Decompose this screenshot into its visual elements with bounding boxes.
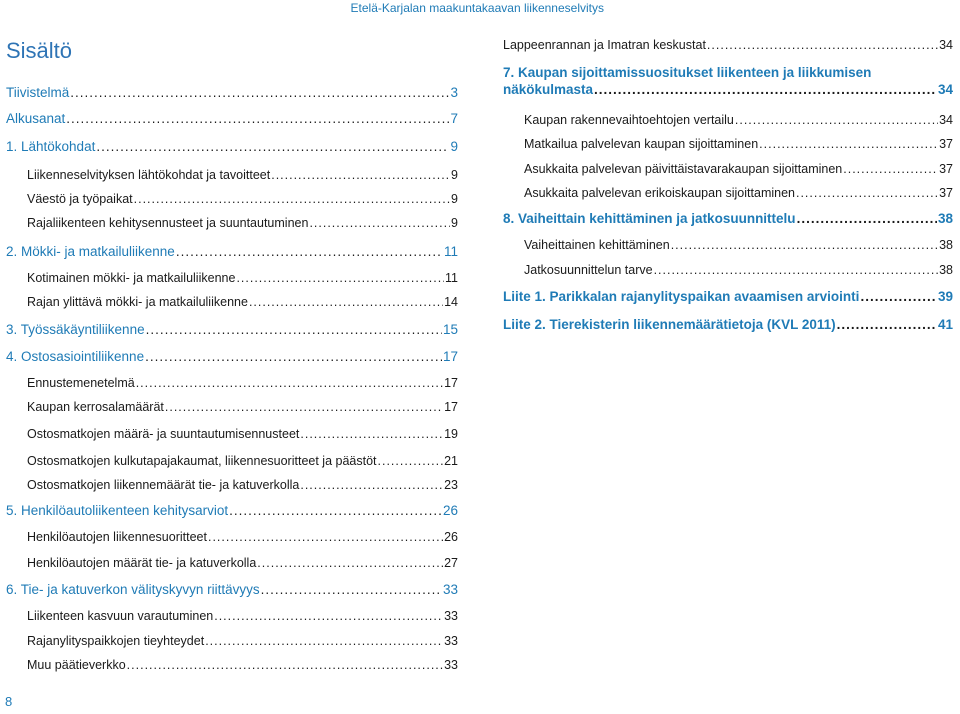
toc-entry-title: 7. Kaupan sijoittamissuositukset liikenteen ja liikkumisen xyxy=(503,65,872,80)
toc-entry-title: Vaiheittainen kehittäminen xyxy=(524,238,670,252)
toc-entry-page: 38 xyxy=(939,263,953,277)
toc-entry-page: 9 xyxy=(451,168,458,182)
toc-subentry[interactable] xyxy=(6,656,458,674)
toc-entry-title: Rajanylityspaikkojen tieyhteydet xyxy=(27,634,205,648)
toc-entry-title: 6. Tie- ja katuverkon välityskyvyn riittävyys xyxy=(6,582,260,597)
toc-entry-page: 34 xyxy=(939,113,953,127)
toc-entry-page: 21 xyxy=(444,454,458,468)
toc-entry-title: Tiivistelmä xyxy=(6,85,70,100)
toc-entry-title: Jatkosuunnittelun tarve xyxy=(524,263,653,277)
toc-entry-title: Ostosmatkojen kulkutapajakaumat, liikennesuoritteet ja päästöt xyxy=(27,454,377,468)
toc-entry-title: Henkilöautojen määrät tie- ja katuverkolla xyxy=(27,556,257,570)
toc-subentry[interactable] xyxy=(503,135,953,153)
toc-entry-title: Ennustemenetelmä xyxy=(27,376,135,390)
toc-entry-lahtokohdat[interactable] xyxy=(6,138,458,156)
toc-subentry[interactable] xyxy=(6,607,458,625)
toc-entry-page: 9 xyxy=(451,192,458,206)
page-number: 8 xyxy=(5,694,13,709)
toc-subentry[interactable] xyxy=(503,36,953,54)
toc-entry-page: 27 xyxy=(444,556,458,570)
toc-entry-title: Kotimainen mökki- ja matkailuliikenne xyxy=(27,271,236,285)
toc-entry-alkusanat[interactable] xyxy=(6,110,458,128)
toc-subentry[interactable] xyxy=(6,269,458,287)
toc-entry-page: 17 xyxy=(444,400,458,414)
toc-entry-page: 41 xyxy=(937,317,953,332)
toc-entry-title: 2. Mökki- ja matkailuliikenne xyxy=(6,244,175,259)
toc-subentry[interactable] xyxy=(6,425,458,443)
toc-subentry[interactable] xyxy=(503,160,953,178)
toc-entry-title: Lappeenrannan ja Imatran keskustat xyxy=(503,38,706,52)
toc-subentry[interactable] xyxy=(503,236,953,254)
toc-entry-page: 33 xyxy=(442,582,458,597)
toc-entry-tiivistelma[interactable] xyxy=(6,84,458,102)
toc-entry-page: 14 xyxy=(444,295,458,309)
toc-entry-ostosasiointiliikenne[interactable] xyxy=(6,348,458,366)
toc-entry-title: Rajan ylittävä mökki- ja matkailuliikenne xyxy=(27,295,248,309)
page-title: Sisältö xyxy=(6,38,73,63)
toc-entry-title: Liite 2. Tierekisterin liikennemäärätietoja (KVL 2011) xyxy=(503,317,836,332)
toc-entry-page: 37 xyxy=(939,137,953,151)
toc-entry-kaupan-sijoittamissuositukset-line1[interactable] xyxy=(503,64,953,82)
toc-entry-page: 9 xyxy=(450,139,458,154)
toc-entry-liite-2[interactable] xyxy=(503,316,953,334)
toc-entry-title: Henkilöautojen liikennesuoritteet xyxy=(27,530,207,544)
toc-entry-liite-1[interactable] xyxy=(503,288,953,306)
toc-subentry[interactable] xyxy=(6,374,458,392)
toc-entry-title: Asukkaita palvelevan päivittäistavarakaupan sijoittaminen xyxy=(524,162,843,176)
toc-entry-page: 38 xyxy=(939,238,953,252)
toc-entry-title: Kaupan kerrosalamäärät xyxy=(27,400,164,414)
toc-entry-page: 37 xyxy=(939,162,953,176)
toc-subentry[interactable] xyxy=(6,476,458,494)
toc-entry-vaiheittain-kehittaminen[interactable] xyxy=(503,210,953,228)
toc-entry-title: Ostosmatkojen liikennemäärät tie- ja katuverkolla xyxy=(27,478,300,492)
toc-entry-page: 17 xyxy=(442,349,458,364)
toc-entry-page: 15 xyxy=(442,322,458,337)
toc-entry-page: 9 xyxy=(451,216,458,230)
toc-entry-title: Kaupan rakennevaihtoehtojen vertailu xyxy=(524,113,734,127)
toc-entry-title: 3. Työssäkäyntiliikenne xyxy=(6,322,145,337)
toc-entry-page: 26 xyxy=(444,530,458,544)
toc-subentry[interactable] xyxy=(6,398,458,416)
toc-entry-mokkiliikenne[interactable] xyxy=(6,243,458,261)
toc-entry-page: 34 xyxy=(939,38,953,52)
toc-entry-title: Liikenneselvityksen lähtökohdat ja tavoitteet xyxy=(27,168,271,182)
toc-entry-tyossakayntiliikenne[interactable] xyxy=(6,321,458,339)
toc-entry-page: 17 xyxy=(444,376,458,390)
toc-entry-page: 11 xyxy=(445,271,458,285)
toc-subentry[interactable] xyxy=(503,184,953,202)
toc-entry-page: 23 xyxy=(444,478,458,492)
toc-entry-page: 37 xyxy=(939,186,953,200)
toc-entry-page: 33 xyxy=(444,658,458,672)
toc-subentry[interactable] xyxy=(503,261,953,279)
toc-entry-title: Rajaliikenteen kehitysennusteet ja suuntautuminen xyxy=(27,216,309,230)
toc-entry-page: 7 xyxy=(450,111,458,126)
toc-entry-page: 38 xyxy=(937,211,953,226)
toc-entry-page: 34 xyxy=(937,82,953,97)
toc-entry-page: 33 xyxy=(444,609,458,623)
toc-entry-page: 33 xyxy=(444,634,458,648)
toc-subentry[interactable] xyxy=(6,632,458,650)
toc-entry-title: Liikenteen kasvuun varautuminen xyxy=(27,609,214,623)
toc-entry-title: 8. Vaiheittain kehittäminen ja jatkosuunnittelu xyxy=(503,211,796,226)
toc-entry-page: 26 xyxy=(442,503,458,518)
toc-subentry[interactable] xyxy=(6,528,458,546)
toc-subentry[interactable] xyxy=(6,214,458,232)
toc-entry-page: 3 xyxy=(450,85,458,100)
toc-subentry[interactable] xyxy=(6,190,458,208)
toc-entry-title: 5. Henkilöautoliikenteen kehitysarviot xyxy=(6,503,229,518)
toc-entry-title: Asukkaita palvelevan erikoiskaupan sijoittaminen xyxy=(524,186,795,200)
toc-entry-page: 19 xyxy=(444,427,458,441)
toc-entry-kaupan-sijoittamissuositukset[interactable] xyxy=(503,81,953,99)
toc-entry-title: Liite 1. Parikkalan rajanylityspaikan avaamisen arviointi xyxy=(503,289,860,304)
toc-entry-title: Matkailua palvelevan kaupan sijoittaminen xyxy=(524,137,759,151)
toc-entry-title: Muu päätieverkko xyxy=(27,658,126,672)
toc-subentry[interactable] xyxy=(6,166,458,184)
toc-entry-page: 39 xyxy=(937,289,953,304)
toc-entry-page: 11 xyxy=(443,244,458,259)
toc-subentry[interactable] xyxy=(6,293,458,311)
toc-subentry[interactable] xyxy=(6,554,458,572)
running-header: Etelä-Karjalan maakuntakaavan liikenneselvitys xyxy=(350,1,604,15)
toc-subentry[interactable] xyxy=(6,452,458,470)
toc-subentry[interactable] xyxy=(503,111,953,129)
toc-entry-title: 1. Lähtökohdat xyxy=(6,139,96,154)
toc-entry-title: Ostosmatkojen määrä- ja suuntautumisennusteet xyxy=(27,427,300,441)
toc-entry-title: 4. Ostosasiointiliikenne xyxy=(6,349,145,364)
toc-entry-title: näkökulmasta xyxy=(503,82,594,97)
toc-entry-henkiloautoliikenne[interactable] xyxy=(6,502,458,520)
toc-entry-katuverkon-valityskyky[interactable] xyxy=(6,581,458,599)
toc-entry-title: Alkusanat xyxy=(6,111,66,126)
toc-entry-title: Väestö ja työpaikat xyxy=(27,192,133,206)
